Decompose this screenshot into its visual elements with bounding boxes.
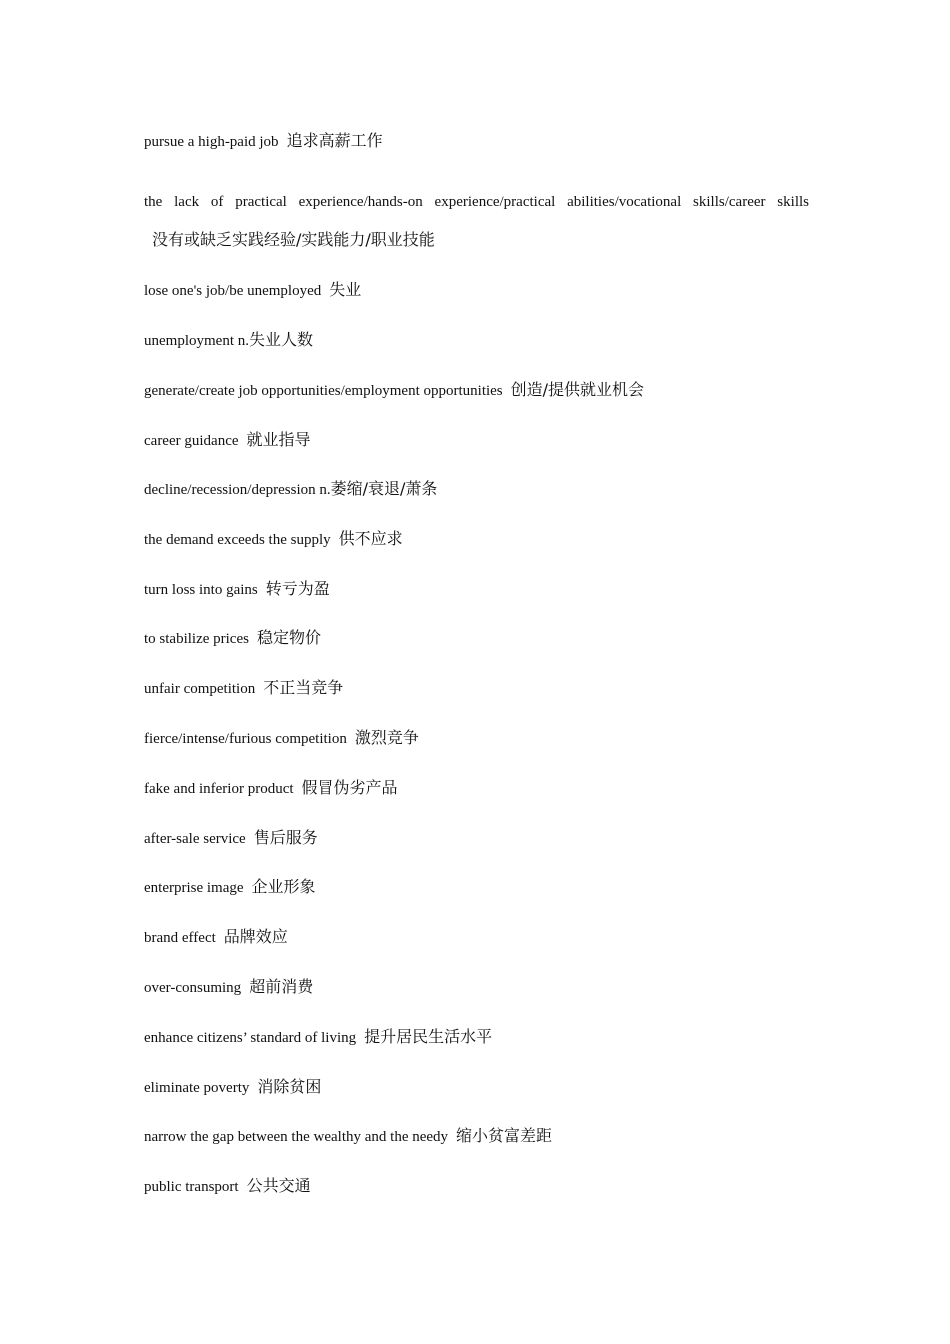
chinese-translation: 稳定物价 — [256, 628, 321, 647]
vocab-entry — [144, 728, 809, 749]
vocab-entry — [144, 330, 809, 351]
chinese-translation: 萎缩/衰退/萧条 — [330, 479, 438, 498]
vocab-entry — [144, 927, 809, 948]
english-term: the lack of practical experience/hands-on experience/practical abilities/vocational skills/career skills — [144, 194, 809, 210]
vocab-entry — [144, 131, 809, 152]
english-term: eliminate poverty — [144, 1080, 250, 1096]
vocab-entry — [144, 1027, 809, 1048]
english-term: public transport — [144, 1179, 239, 1195]
chinese-translation: 提升居民生活水平 — [364, 1027, 493, 1046]
chinese-translation: 品牌效应 — [223, 927, 288, 946]
vocab-entry — [144, 430, 809, 451]
english-term: unemployment n. — [144, 333, 249, 349]
english-term: enhance citizens’ standard of living — [144, 1030, 357, 1046]
vocab-entry — [144, 479, 809, 500]
english-term: career guidance — [144, 433, 239, 449]
vocab-entry — [144, 183, 809, 260]
chinese-translation: 售后服务 — [253, 828, 318, 847]
vocab-entry — [144, 628, 809, 649]
english-term: to stabilize prices — [144, 631, 249, 647]
english-term: lose one's job/be unemployed — [144, 283, 322, 299]
chinese-translation: 缩小贫富差距 — [456, 1126, 553, 1145]
vocab-entry — [144, 280, 809, 301]
vocab-entry — [144, 977, 809, 998]
chinese-translation: 超前消费 — [249, 977, 314, 996]
chinese-translation: 假冒伪劣产品 — [301, 778, 398, 797]
chinese-translation: 失业人数 — [249, 330, 314, 349]
chinese-translation: 供不应求 — [338, 529, 403, 548]
english-term: over-consuming — [144, 980, 242, 996]
english-term: after-sale service — [144, 831, 246, 847]
vocab-entry — [144, 877, 809, 898]
chinese-translation: 转亏为盈 — [265, 579, 330, 598]
chinese-translation: 企业形象 — [251, 877, 316, 896]
english-term: turn loss into gains — [144, 582, 258, 598]
vocab-entry — [144, 778, 809, 799]
vocab-entry — [144, 1176, 809, 1197]
english-term: unfair competition — [144, 681, 256, 697]
english-term: fierce/intense/furious competition — [144, 731, 347, 747]
english-term: decline/recession/depression n. — [144, 482, 331, 498]
chinese-translation: 消除贫困 — [257, 1077, 322, 1096]
chinese-translation: 创造/提供就业机会 — [510, 380, 645, 399]
english-term: the demand exceeds the supply — [144, 532, 331, 548]
vocab-entry — [144, 579, 809, 600]
english-term: generate/create job opportunities/employment opportunities — [144, 383, 503, 399]
chinese-translation: 公共交通 — [246, 1176, 311, 1195]
english-term: enterprise image — [144, 880, 244, 896]
english-term: pursue a high-paid job — [144, 134, 279, 150]
english-term: narrow the gap between the wealthy and the needy — [144, 1129, 449, 1145]
english-term: brand effect — [144, 930, 216, 946]
vocab-entry — [144, 1126, 809, 1147]
chinese-translation: 就业指导 — [246, 430, 311, 449]
vocab-entry — [144, 828, 809, 849]
chinese-translation: 失业 — [329, 280, 362, 299]
vocab-entry — [144, 529, 809, 550]
chinese-translation: 激烈竞争 — [354, 728, 419, 747]
english-term: fake and inferior product — [144, 781, 294, 797]
vocab-entry — [144, 1077, 809, 1098]
chinese-translation: 没有或缺乏实践经验/实践能力/职业技能 — [152, 230, 435, 249]
vocab-entry — [144, 678, 809, 699]
vocab-entry — [144, 380, 809, 401]
chinese-translation: 不正当竞争 — [263, 678, 344, 697]
chinese-translation: 追求高薪工作 — [286, 131, 383, 150]
